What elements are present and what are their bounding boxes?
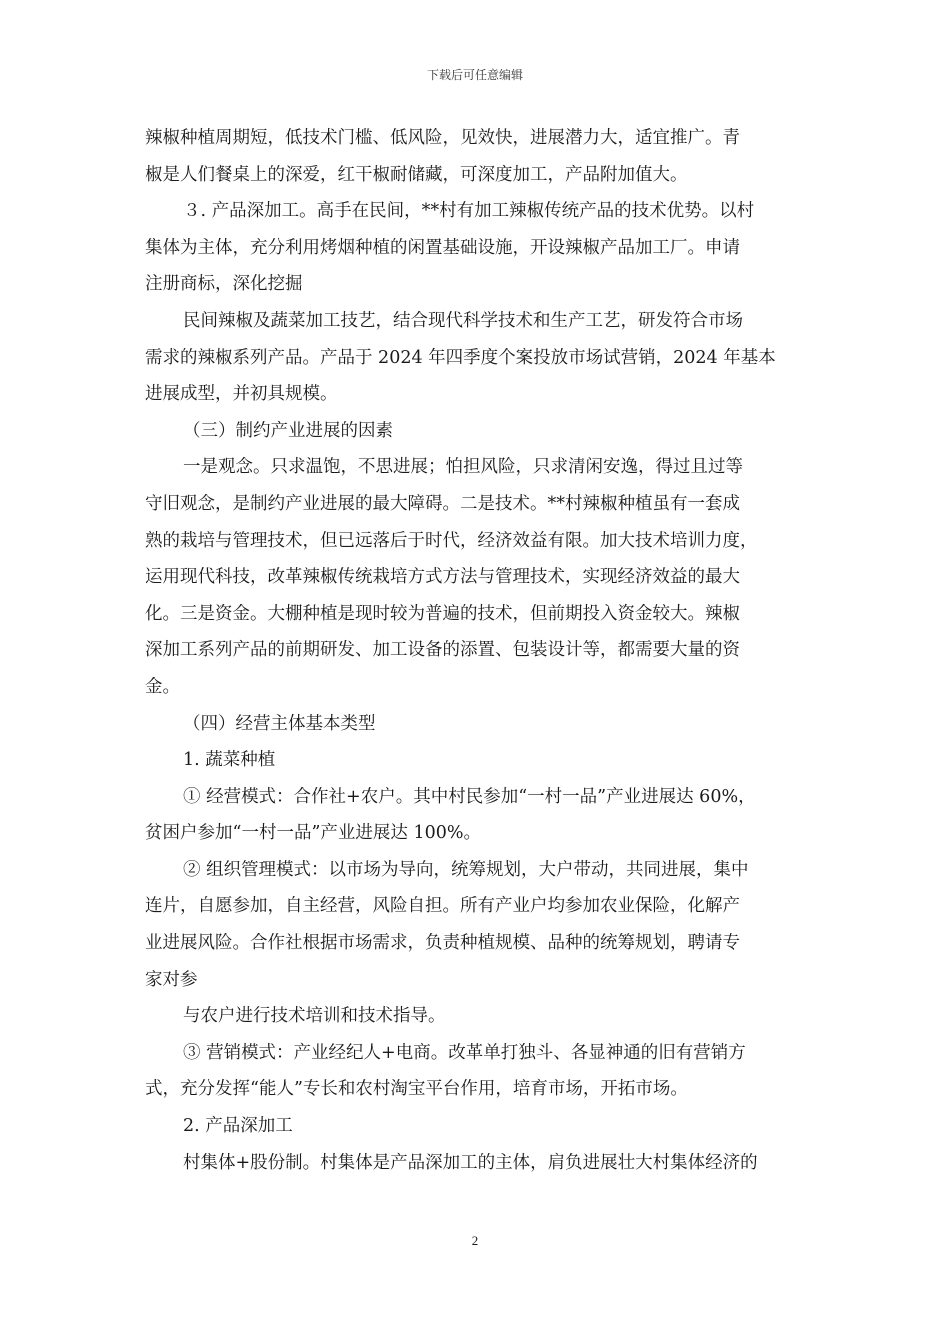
body-line: 贫困户参加“一村一品”产业进展达 100%。: [145, 823, 481, 844]
body-line: ３. 产品深加工。高手在民间，**村有加工辣椒传统产品的技术优势。以村: [183, 201, 755, 222]
body-line: 业进展风险。合作社根据市场需求，负责种植规模、品种的统筹规划，聘请专: [145, 933, 740, 954]
body-line: 集体为主体，充分利用烤烟种植的闲置基础设施，开设辣椒产品加工厂。申请: [145, 237, 740, 258]
body-line: 需求的辣椒系列产品。产品于 2024 年四季度个案投放市场试营销，2024 年基本: [145, 347, 776, 368]
body-line: 注册商标，深化挖掘: [145, 274, 303, 295]
body-line: 连片，自愿参加，自主经营，风险自担。所有产业户均参加农业保险，化解产: [145, 896, 740, 917]
document-body: [145, 120, 807, 1181]
body-line: 一是观念。只求温饱，不思进展；怕担风险，只求清闲安逸，得过且过等: [183, 457, 743, 478]
body-line: 式，充分发挥“能人”专长和农村淘宝平台作用，培育市场，开拓市场。: [145, 1079, 688, 1100]
body-line: 深加工系列产品的前期研发、加工设备的添置、包装设计等，都需要大量的资: [145, 640, 740, 661]
body-line: 与农户进行技术培训和技术指导。: [183, 1006, 446, 1027]
subsection-heading: 2. 产品深加工: [183, 1116, 293, 1137]
body-line: ② 组织管理模式：以市场为导向，统筹规划，大户带动，共同进展，集中: [183, 859, 749, 880]
section-heading: （三）制约产业进展的因素: [183, 420, 393, 441]
body-line: 金。: [145, 676, 180, 697]
body-line: 椒是人们餐桌上的深爱，红干椒耐储藏，可深度加工，产品附加值大。: [145, 164, 688, 185]
body-line: ③ 营销模式：产业经纪人+电商。改革单打独斗、各显神通的旧有营销方: [183, 1042, 746, 1063]
page-header-note: 下载后可任意编辑: [426, 68, 523, 82]
page-number: 2: [471, 1233, 479, 1248]
body-line: 运用现代科技，改革辣椒传统栽培方式方法与管理技术，实现经济效益的最大: [145, 567, 740, 588]
section-heading: （四）经营主体基本类型: [183, 713, 376, 734]
body-line: 辣椒种植周期短，低技术门槛、低风险，见效快，进展潜力大，适宜推广。青: [145, 128, 740, 148]
body-line: 熟的栽培与管理技术，但已远落后于时代，经济效益有限。加大技术培训力度，: [145, 530, 758, 551]
body-line: ① 经营模式：合作社+农户。其中村民参加“一村一品”产业进展达 60%，: [183, 786, 756, 807]
subsection-heading: 1. 蔬菜种植: [183, 750, 276, 771]
body-line: 守旧观念，是制约产业进展的最大障碍。二是技术。**村辣椒种植虽有一套成: [145, 493, 740, 514]
body-line: 村集体+股份制。村集体是产品深加工的主体，肩负进展壮大村集体经济的: [183, 1152, 758, 1173]
body-line: 民间辣椒及蔬菜加工技艺，结合现代科学技术和生产工艺，研发符合市场: [183, 310, 743, 331]
body-line: 化。三是资金。大棚种植是现时较为普遍的技术，但前期投入资金较大。辣椒: [145, 603, 740, 624]
body-line: 进展成型，并初具规模。: [145, 384, 338, 405]
body-line: 家对参: [145, 969, 198, 990]
